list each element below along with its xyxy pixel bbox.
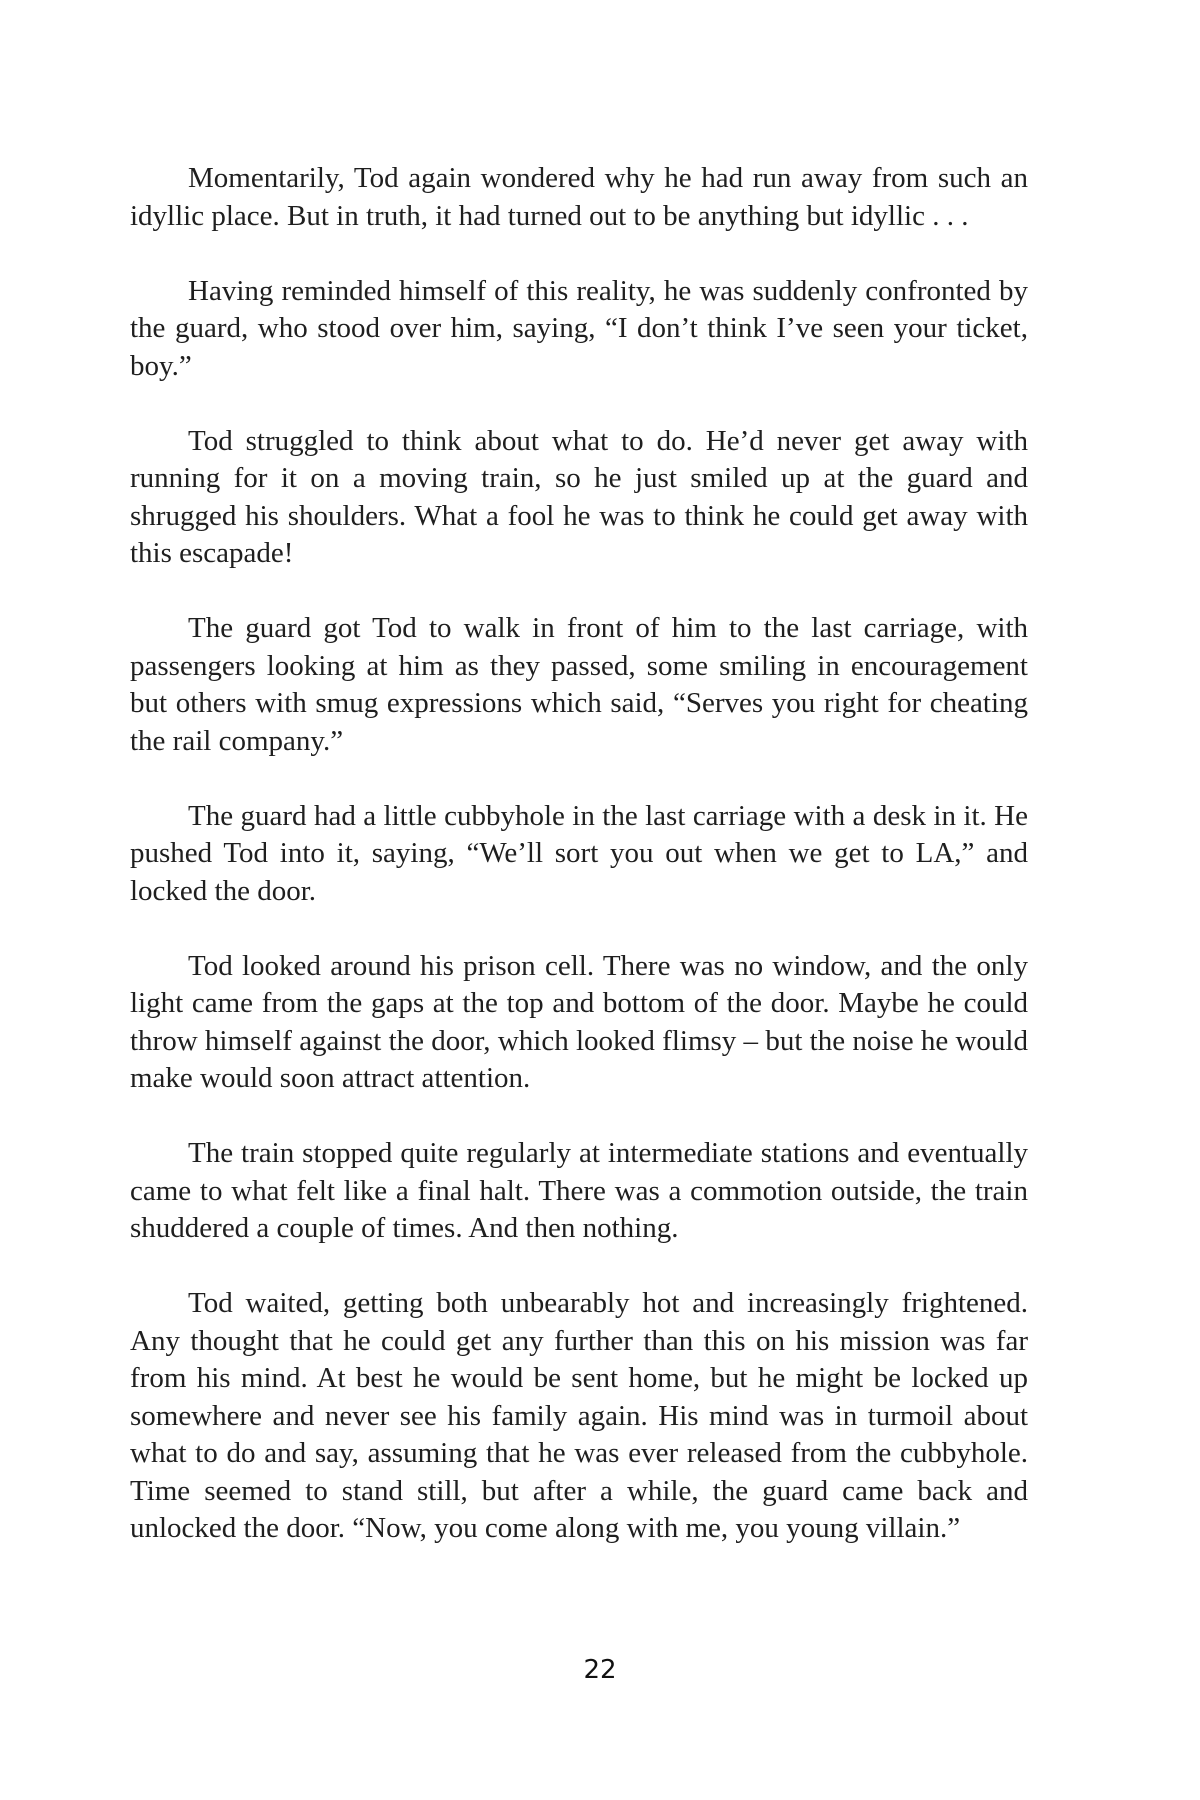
paragraph-6: Tod looked around his prison cell. There was no window, and the only light came from the gaps at the top and bottom of the door. Maybe he could throw himself against the door, which looked flimsy – but the noise he would make would soon attract attention. <box>130 949 1028 1094</box>
paragraph-5: The guard had a little cubbyhole in the last carriage with a desk in it. He pushed Tod into it, saying, “We’ll sort you out when we get to LA,” and locked the door. <box>130 799 1028 907</box>
paragraph-7: The train stopped quite regularly at intermediate stations and eventually came to what felt like a final halt. There was a commotion outside, the train shuddered a couple of times. And then nothing. <box>130 1137 1028 1244</box>
page-body <box>130 160 1028 1585</box>
paragraph-4: The guard got Tod to walk in front of him to the last carriage, with passengers looking at him as they passed, some smiling in encouragement but others with smug expressions which said, “Serves you right for cheating the rail company.” <box>130 612 1028 757</box>
page-number: 22 <box>583 1655 617 1685</box>
paragraph-2: Having reminded himself of this reality, he was suddenly confronted by the guard, who stood over him, saying, “I don’t think I’ve seen your ticket, boy.” <box>130 274 1028 382</box>
paragraph-1: Momentarily, Tod again wondered why he had run away from such an idyllic place. But in truth, it had turned out to be anything but idyllic . . . <box>130 162 1028 232</box>
paragraph-8: Tod waited, getting both unbearably hot and increasingly frightened. Any thought that he could get any further than this on his mission was far from his mind. At best he would be sent home, but he might be locked up somewhere and never see his family again. His mind was in turmoil about what to do and say, assuming that he was ever released from the cubbyhole. Time seemed to stand still, but after a while, the guard came back and unlocked the door. “Now, you come along with me, you young villain.” <box>130 1287 1028 1544</box>
paragraph-3: Tod struggled to think about what to do. He’d never get away with running for it on a moving train, so he just smiled up at the guard and shrugged his shoulders. What a fool he was to think he could get away with this escapade! <box>130 424 1028 569</box>
